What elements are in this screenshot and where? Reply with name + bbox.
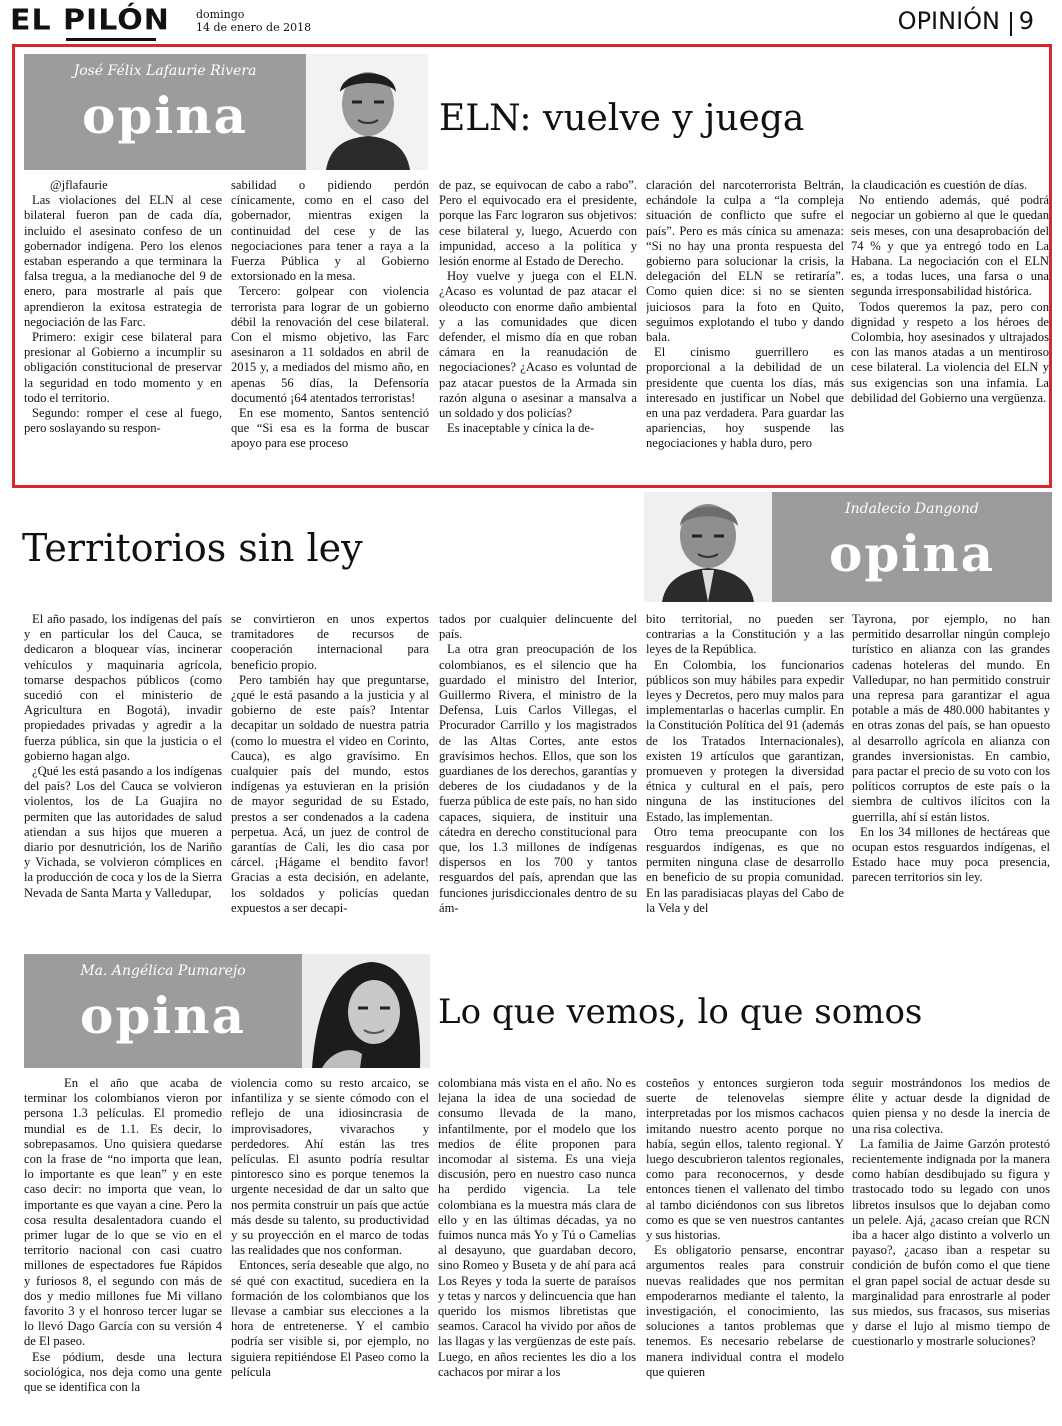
paragraph: El cinismo guerrillero es proporcional a la debilidad de un presidente que cuenta los días, más interesado en justificar un Nobel que en una paz verdadera. Para guardar las apariencias, hoy suspende las negociaciones y habla duro, pero (646, 345, 844, 451)
paragraph: ¿Qué les está pasando a los indígenas del país? Los del Cauca se volvieron violentos, los de La Guajira no permiten que las autoridades de salud atiendan a sus hijos que mueren a diario por desnutrición, los de Nariño y Vichada, se volvieron cómplices en la producción de coca y los de la Sierra Nevada de Santa Marta y Valledupar, (24, 764, 222, 900)
text-column-3 (438, 1076, 636, 1426)
paragraph: La familia de Jaime Garzón protestó recientemente indignada por la manera como habían desdibujado su figura y trastocado todo su legado con unos libretos insulsos que lo dejaban como un pelele. Ajá, ¿acaso creían que RCN iba a hacer algo distinto a volverlo un payaso?, ¿acaso iban a respetar su condición de bufón como el que tiene el gran papel social de actuar desde su marginalidad para enrostrarle al poder sus miedos, sus fracasos, sus miserias y darse el lujo al mismo tiempo de cuestionarlo y mostrarle soluciones? (852, 1136, 1050, 1349)
author-photo (644, 492, 772, 602)
paragraph: bito territorial, no pueden ser contrarias a la Constitución y a las leyes de la República. (646, 612, 844, 657)
paragraph: Otro tema preocupante con los resguardos indígenas, es que no permiten ninguna clase de desarrollo en beneficio de su propia comunidad. En las paradisiacas playas del Cabo de la Vela y del (646, 824, 844, 915)
headline: ELN: vuelve y juega (439, 98, 805, 139)
author-name: Ma. Angélica Pumarejo (80, 963, 246, 979)
text-column-2 (231, 1076, 429, 1426)
opina-label: opina (81, 86, 249, 145)
article-territorios (12, 492, 1052, 942)
paragraph: colombiana más vista en el año. No es lejana la idea de una sociedad de consumo llevada de la mano, infantilmente, por el modelo que los medios de élite proponen para incomodar al sistema. Es una vieja discusión, pero en nuestro caso nunca ha perdido vigencia. La tele colombiana es la muestra más clara de ello y en las últimas décadas, ya no fuimos nunca más Yo y Tú o Camelias al desayuno, que guardaban decoro, sino Romeo y Buseta y de ahí para acá Los Reyes y toda la suerte de paraísos y tetas y narcos y delincuencia que han querido los mismos libretistas que seamos. Caracol ha vivido por años de las llagas y las vergüenzas de este país. Luego, en años recientes les dio a los cachacos por mirar a los (438, 1076, 636, 1379)
opina-badge (24, 54, 306, 170)
paragraph: de paz, se equivocan de cabo a rabo”. Pero el equivocado era el presidente, porque las Farc lograron sus objetivos: cese bilateral y, luego, Acuerdo con impunidad, acceso a la política y lesión enorme al Estado de Derecho. (439, 178, 637, 269)
author-photo (306, 54, 428, 170)
section-title: OPINIÓN (897, 7, 1000, 35)
paragraph: En ese momento, Santos sentenció que “Si esa es la forma de buscar apoyo para ese proceso (231, 406, 429, 451)
paragraph: se convirtieron en unos expertos tramitadores de recursos de cooperación internacional para beneficio propio. (231, 612, 429, 672)
paragraph: la claudicación es cuestión de días. (851, 178, 1028, 192)
paragraph: costeños y entonces surgieron toda suerte de telenovelas siempre interpretadas por los mismos cachacos imitando nuestro acento porque no había, según ellos, talento regional. Y luego descubrieron talentos regionales, como para reconocernos, y desde entonces tienen el vallenato del timbo al tambo diciéndonos con sus libretos como es que se ven nuestros cantantes y sus historias. (646, 1076, 844, 1243)
author-portrait-icon (306, 54, 428, 170)
text-column-4 (646, 612, 844, 942)
paragraph: La otra gran preocupación de los colombianos, es el silencio que ha guardado el ministro del Interior, Guillermo Rivera, el ministro de la Defensa, Luis Carlos Villegas, el Procurador Carrillo y los magistrados de las Altas Cortes, ante estos gravísimos hechos. Ellos, que son los guardianes de los derechos, garantías y deberes de los ciudadanos y de la fuerza pública de este país, no han sido capaces, siquiera, de instituir una cátedra en derecho constitucional para que, los 1.3 millones de indígenas dispersos en los 700 y tantos resguardos del país, aprendan que las funciones jurisdiccionales dentro de su ám- (439, 642, 637, 915)
paragraph: Todos queremos la paz, pero con dignidad y respeto a los héroes de Colombia, hoy asesinados y ultrajados con las manos atadas a un mentiroso cese bilateral. La violencia del ELN y sus exigencias son una infamia. La debilidad del Gobierno una vergüenza. (851, 299, 1049, 405)
paragraph: seguir mostrándonos los medios de élite y actuar desde la dignidad de quien piensa y no desde la inercia de una risa colectiva. (852, 1076, 1050, 1136)
text-column-1 (24, 178, 222, 474)
author-portrait-icon (644, 492, 772, 602)
paragraph: Es obligatorio pensarse, encontrar argumentos reales para construir nuevas realidades que nos permitan empoderarnos mediante el talento, la investigación, el conocimiento, las soluciones a tantos problemas que tenemos. Es necesario rebelarse de manera individual contra el modelo que quieren (646, 1243, 844, 1379)
paragraph: sabilidad o pidiendo perdón cínicamente, como en el caso del gobernador, mientras exigen la continuidad del cese y de las negociaciones para tener a raya a la Fuerza Pública y al Gobierno extorsionado en la mesa. (231, 178, 429, 284)
paragraph: Segundo: romper el cese al fuego, pero soslayando su respon- (24, 406, 222, 436)
article-eln (12, 44, 1052, 488)
text-column-3 (439, 178, 637, 474)
paragraph: En Colombia, los funcionarios públicos son muy hábiles para expedir leyes y Decretos, pero muy malos para implementarlas o hacerlas cumplir. En la Constitución Política del 91 (además de los Tratados Internacionales), existen 19 artículos que garantizan, promueven y protegen la diversidad étnica y cultural en el país, pero ninguna de las instituciones del Estado, las implementan. (646, 657, 844, 824)
paragraph: Hoy vuelve y juega con el ELN. ¿Acaso es voluntad de paz atacar el oleoducto con enorme daño ambiental y a las comunidades que dicen defender, el mismo día en que roban cámara en la reanudación de negociaciones? ¿Acaso es voluntad de paz atacar puestos de la Armada sin razón alguna o asesinar a mansalva a un soldado y dos policías? (439, 269, 637, 421)
article-lo-que-vemos (12, 948, 1052, 1426)
text-column-3 (439, 612, 637, 942)
text-column-2 (231, 178, 429, 474)
paragraph: En los 34 millones de hectáreas que ocupan estos resguardos indígenas, el Estado hace muy poca presencia, parecen territorios sin ley. (852, 824, 1050, 885)
masthead (0, 0, 1062, 44)
paragraph: El año pasado, los indígenas del país y en particular los del Cauca, se dedicaron a bloquear vías, incinerar vehículos y maquinaria agrícola, tomarse despachos públicos (como sucedió con el ministerio de Agricultura en Bogotá), invadir propiedades privadas y agredir a la fuerza pública, sin que la justicia o el gobierno hagan algo. (24, 612, 222, 763)
paragraph: No entiendo además, qué podrá negociar un gobierno al que le quedan seis meses, con una desaprobación del 74 % y que ya entregó todo en La Habana. La negociación con el ELN es, a todas luces, una farsa o una segunda irresponsabilidad histórica. (851, 193, 1049, 299)
page-number-divider (1010, 12, 1012, 36)
text-column-5 (852, 1076, 1050, 1426)
paragraph: Pero también hay que preguntarse, ¿qué le está pasando a la justicia y al gobierno de este país? Intentar decapitar un soldado de nuestra patria (como lo muestra el video en Corinto, Cauca), es algo gravísimo. En cualquier país del mundo, estos indígenas ya estuvieran en la prisión de mayor seguridad de su Estado, prestos a ser condenados a la cadena perpetua. Acá, un juez de control de garantías de Cali, les dio casa por cárcel. ¡Hágame el bendito favor! Gracias a esta decisión, en adelante, los soldados y policías quedan expuestos a ser decapi- (231, 672, 429, 915)
opina-badge (24, 954, 302, 1068)
paragraph: Tayrona, por ejemplo, no han permitido desarrollar ningún complejo turístico en alianza con las grandes cadenas hoteleras del mundo. En Valledupar, no han permitido construir una represa para garantizar el agua potable a más de 480.000 habitantes y en otras zonas del país, se han opuesto al desarrollo agrícola en alianza con grandes inversionistas. En cambio, para pactar el precio de su voto con los políticos corruptos de este país o la siembra de cultivos ilícitos con la guerrilla, ahí sí están listos. (852, 612, 1050, 824)
issue-day: domingo (196, 8, 245, 21)
text-column-4 (646, 178, 844, 474)
text-column-5 (851, 178, 1049, 474)
paragraph: Ese pódium, desde una lectura sociológica, nos deja como una gente que se identifica con la (24, 1349, 222, 1395)
paragraph: Es inaceptable y cínica la de- (447, 421, 595, 436)
author-photo (302, 954, 430, 1068)
paragraph: Entonces, sería deseable que algo, no sé qué con exactitud, sucediera en la formación de los colombianos que los llevase a cambiar sus elecciones a la hora de entretenerse. Y el cambio podría ser visible si, por ejemplo, no siguiera repitiéndose El Paseo como la película (231, 1258, 429, 1379)
newspaper-logo: EL PILÓN (10, 3, 170, 38)
text-column-5 (852, 612, 1050, 942)
author-portrait-icon (302, 954, 430, 1068)
issue-date-text: 14 de enero de 2018 (196, 21, 312, 34)
text-column-4 (646, 1076, 844, 1426)
logo-underline (66, 38, 156, 41)
page-number: 9 (1018, 7, 1034, 35)
text-column-1 (24, 612, 222, 942)
opina-badge (772, 492, 1052, 602)
author-handle: @jflafaurie (50, 178, 108, 192)
author-name: Indalecio Dangond (845, 501, 979, 517)
issue-date (196, 8, 311, 34)
paragraph: tados por cualquier delincuente del país. (439, 612, 637, 642)
author-name: José Félix Lafaurie Rivera (73, 63, 257, 79)
opina-label: opina (79, 986, 247, 1045)
paragraph: Las violaciones del ELN al cese bilateral fueron pan de cada día, incluido el asesinato confeso de un gobernador indígena. Pero los elenos estaban esperando a que terminara la falsa tregua, a la medianoche del 9 de enero, para mostrarle al país que aprendieron la exitosa estrategia de negociación de las Farc. (24, 193, 222, 329)
paragraph: claración del narcoterrorista Beltrán, echándole la culpa a “la compleja situación de conflicto que sufre el país”. Pero es más cínica su amenaza: “Si no hay una pronta respuesta del gobierno para solucionar la crisis, la delegación del ELN se retiraría”. Como quien dice: si no se sienten juiciosos para la foto en Quito, seguimos explotando el tubo y dando bala. (646, 178, 844, 345)
headline: Territorios sin ley (22, 526, 363, 570)
text-column-2 (231, 612, 429, 942)
text-column-1 (24, 1076, 222, 1426)
paragraph: Primero: exigir cese bilateral para presionar al Gobierno a incumplir su obligación constitucional de preservar la seguridad en todo momento y en todo el territorio. (24, 330, 222, 405)
headline: Lo que vemos, lo que somos (438, 992, 923, 1032)
opina-label: opina (828, 524, 996, 583)
paragraph: Tercero: golpear con violencia terrorista para lograr de un gobierno débil la renovación del cese bilateral. Con el mismo objetivo, las Farc asesinaron a 11 soldados en abril de 2015 y, a mediados del mismo año, en apenas 56 días, la Defensoría documentó ¡64 atentados terroristas! (231, 284, 429, 405)
paragraph: violencia como su resto arcaico, se infantiliza y se siente cómodo con el reflejo de una idiosincrasia de improvisadores, vivarachos y perdedores. Ahí están las tres películas. El asunto podría resultar pintoresco sino es porque tenemos la urgente necesidad de dar un salto que nos permita construir un país que actúe más desde su talento, su productividad y su proyección en el marco de todas las realidades que nos conforman. (231, 1076, 429, 1258)
paragraph: En el año que acaba de terminar los colombianos vieron por persona 1.3 películas. El promedio mundial es de 1.1. Es decir, lo sobrepasamos. Uno quisiera quedarse con la frase de “no importa que lean, lo importante es que lean” y en este caso decir: no importa que vean, lo importante es que vayan a cine. Pero la cosa resulta desalentadora cuando el primer lugar de lo que se vio en el territorio nacional con casi cuatro millones de espectadores fue Rápidos y furiosos 8, el segundo con más de dos y medio millones fue Mi villano favorito 3 y el honroso tercer lugar se lo llevó Dago García con su versión 4 de El paseo. (24, 1076, 222, 1349)
